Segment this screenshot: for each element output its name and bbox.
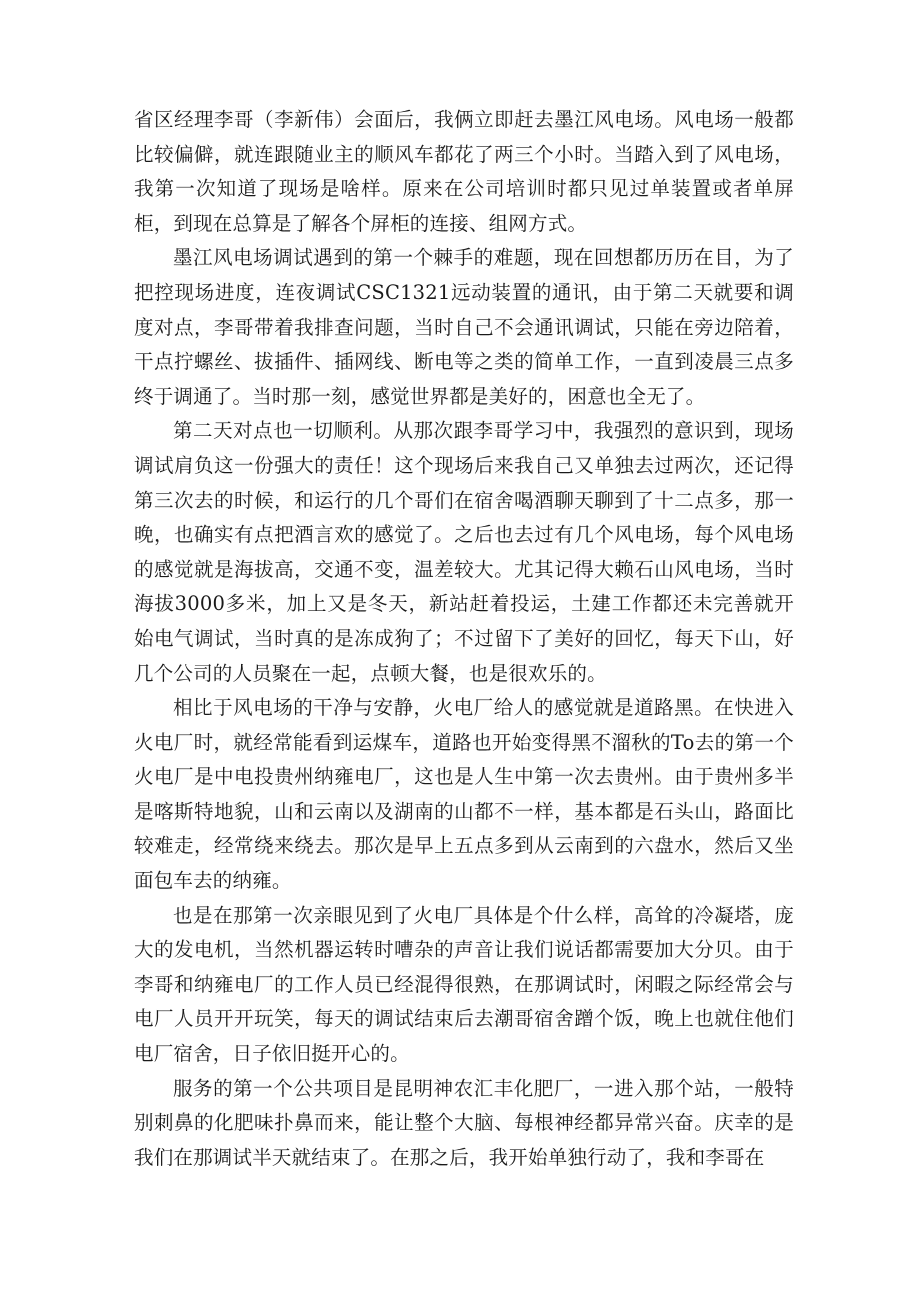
- paragraph-5: 也是在那第一次亲眼见到了火电厂具体是个什么样，高耸的冷凝塔，庞大的发电机，当然机器运转时嘈杂的声音让我们说话都需要加大分贝。由于李哥和纳雍电厂的工作人员已经混得很熟，在那调试时，闲暇之际经常会与电厂人员开开玩笑，每天的调试结束后去潮哥宿舍蹭个饭，晚上也就住他们电厂宿舍，日子依旧挺开心的。: [134, 903, 794, 1066]
- paragraph-2: 墨江风电场调试遇到的第一个棘手的难题，现在回想都历历在目，为了把控现场进度，连夜调试CSC1321远动装置的通讯，由于第二天就要和调度对点，李哥带着我排查问题，当时自己不会通讯调试，只能在旁边陪着，干点拧螺丝、拔插件、插网线、断电等之类的简单工作，一直到凌晨三点多终于调通了。当时那一刻，感觉世界都是美好的，困意也全无了。: [134, 246, 794, 408]
- paragraph-4: 相比于风电场的干净与安静，火电厂给人的感觉就是道路黑。在快进入火电厂时，就经常能看到运煤车，道路也开始变得黑不溜秋的To去的第一个火电厂是中电投贵州纳雍电厂，这也是人生中第一次去贵州。由于贵州多半是喀斯特地貌，山和云南以及湖南的山都不一样，基本都是石头山，路面比较难走，经常绕来绕去。那次是早上五点多到从云南到的六盘水，然后又坐面包车去的纳雍。: [134, 696, 794, 893]
- paragraph-6: 服务的第一个公共项目是昆明神农汇丰化肥厂，一进入那个站，一般特别刺鼻的化肥味扑鼻而来，能让整个大脑、每根神经都异常兴奋。庆幸的是我们在那调试半天就结束了。在那之后，我开始单独行动了，我和李哥在: [134, 1076, 794, 1169]
- document-body: [134, 103, 794, 1175]
- paragraph-1: 省区经理李哥（李新伟）会面后，我俩立即赶去墨江风电场。风电场一般都比较偏僻，就连跟随业主的顺风车都花了两三个小时。当踏入到了风电场，我第一次知道了现场是啥样。原来在公司培训时都只见过单装置或者单屏柜，到现在总算是了解各个屏柜的连接、组网方式。: [134, 108, 794, 235]
- paragraph-3: 第二天对点也一切顺利。从那次跟李哥学习中，我强烈的意识到，现场调试肩负这一份强大的责任！这个现场后来我自己又单独去过两次，还记得第三次去的时候，和运行的几个哥们在宿舍喝酒聊天聊到了十二点多，那一晚，也确实有点把酒言欢的感觉了。之后也去过有几个风电场，每个风电场的感觉就是海拔高，交通不变，温差较大。尤其记得大赖石山风电场，当时海拔3000多米，加上又是冬天，新站赶着投运，土建工作都还未完善就开始电气调试，当时真的是冻成狗了；不过留下了美好的回忆，每天下山，好几个公司的人员聚在一起，点顿大餐，也是很欢乐的。: [134, 419, 794, 685]
